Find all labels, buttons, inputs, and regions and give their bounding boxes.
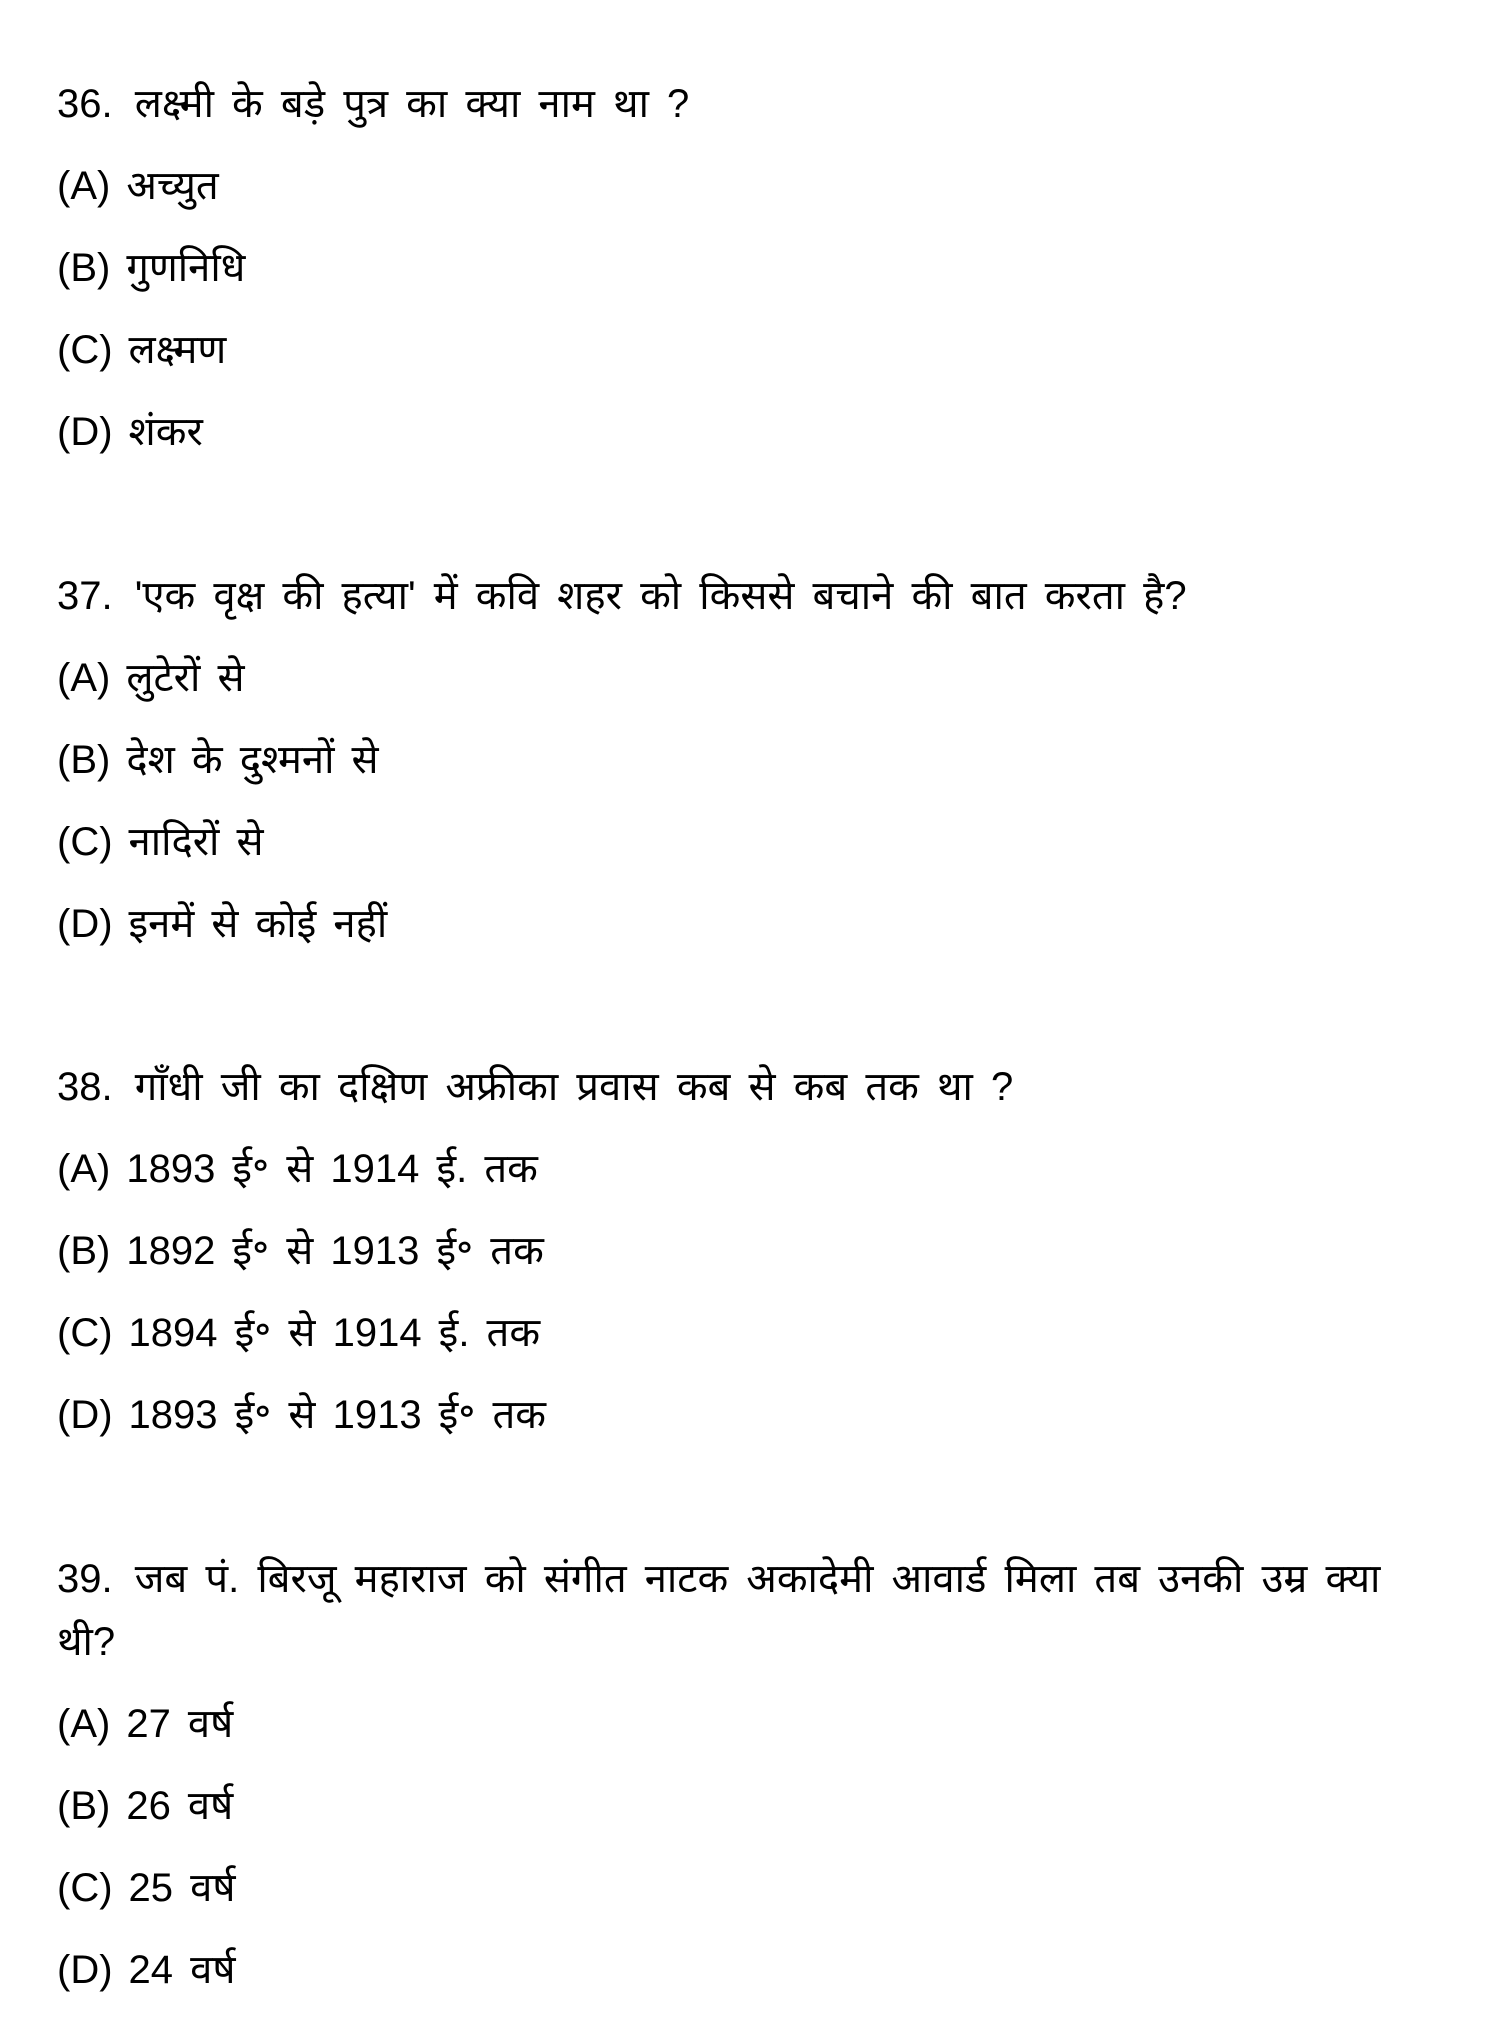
options-list [57, 145, 1427, 473]
option-c[interactable] [57, 1292, 1427, 1374]
option-a[interactable] [57, 1128, 1427, 1210]
options-list [57, 637, 1427, 965]
question-number: 36. [57, 81, 113, 126]
option-label: (A) [57, 1147, 111, 1191]
option-c[interactable] [57, 309, 1427, 391]
question-stem [57, 63, 1427, 145]
option-label: (C) [57, 820, 113, 864]
option-text: लक्ष्मण [128, 328, 227, 372]
option-label: (B) [57, 738, 111, 782]
option-text: देश के दुश्मनों से [126, 738, 379, 782]
option-text: 25 वर्ष [128, 1866, 236, 1910]
option-label: (B) [57, 1229, 111, 1273]
question-39 [57, 1538, 1427, 2011]
question-number: 37. [57, 573, 113, 618]
option-label: (D) [57, 410, 113, 454]
option-text: 1892 ई॰ से 1913 ई॰ तक [126, 1229, 544, 1273]
option-label: (A) [57, 164, 111, 208]
option-b[interactable] [57, 227, 1427, 309]
question-stem [57, 1046, 1427, 1128]
question-text: गाँधी जी का दक्षिण अफ्रीका प्रवास कब से कब तक था ? [134, 1064, 1014, 1109]
option-text: शंकर [128, 410, 203, 454]
option-d[interactable] [57, 1929, 1427, 2011]
question-number: 39. [57, 1556, 113, 1601]
option-a[interactable] [57, 637, 1427, 719]
option-label: (C) [57, 328, 113, 372]
option-text: 24 वर्ष [128, 1948, 236, 1992]
option-label: (D) [57, 1948, 113, 1992]
question-text: 'एक वृक्ष की हत्या' में कवि शहर को किससे बचाने की बात करता है? [134, 573, 1187, 618]
option-text: 27 वर्ष [126, 1702, 234, 1746]
option-b[interactable] [57, 1210, 1427, 1292]
option-label: (C) [57, 1866, 113, 1910]
option-text: गुणनिधि [126, 246, 246, 290]
question-36 [57, 63, 1427, 473]
question-37 [57, 555, 1427, 965]
question-38 [57, 1046, 1427, 1456]
option-text: 26 वर्ष [126, 1784, 234, 1828]
question-text: जब पं. बिरजू महाराज को संगीत नाटक अकादेमी आवार्ड मिला तब उनकी उम्र क्या थी? [57, 1556, 1381, 1664]
option-b[interactable] [57, 1765, 1427, 1847]
option-text: 1893 ई॰ से 1914 ई. तक [126, 1147, 538, 1191]
option-label: (D) [57, 1393, 113, 1437]
question-number: 38. [57, 1064, 113, 1109]
option-text: 1893 ई॰ से 1913 ई॰ तक [128, 1393, 546, 1437]
option-label: (A) [57, 1702, 111, 1746]
option-d[interactable] [57, 391, 1427, 473]
option-b[interactable] [57, 719, 1427, 801]
option-d[interactable] [57, 1374, 1427, 1456]
option-a[interactable] [57, 145, 1427, 227]
option-c[interactable] [57, 1847, 1427, 1929]
option-text: नादिरों से [128, 820, 264, 864]
option-text: 1894 ई॰ से 1914 ई. तक [128, 1311, 541, 1355]
option-label: (C) [57, 1311, 113, 1355]
options-list [57, 1683, 1427, 2011]
option-c[interactable] [57, 801, 1427, 883]
question-text: लक्ष्मी के बड़े पुत्र का क्या नाम था ? [134, 81, 690, 126]
option-label: (B) [57, 246, 111, 290]
options-list [57, 1128, 1427, 1456]
option-text: लुटेरों से [126, 656, 245, 700]
option-text: अच्युत [126, 164, 219, 208]
option-label: (A) [57, 656, 111, 700]
option-label: (B) [57, 1784, 111, 1828]
option-d[interactable] [57, 883, 1427, 965]
option-text: इनमें से कोई नहीं [128, 902, 388, 946]
question-stem [57, 1538, 1427, 1683]
option-label: (D) [57, 902, 113, 946]
question-stem [57, 555, 1427, 637]
option-a[interactable] [57, 1683, 1427, 1765]
